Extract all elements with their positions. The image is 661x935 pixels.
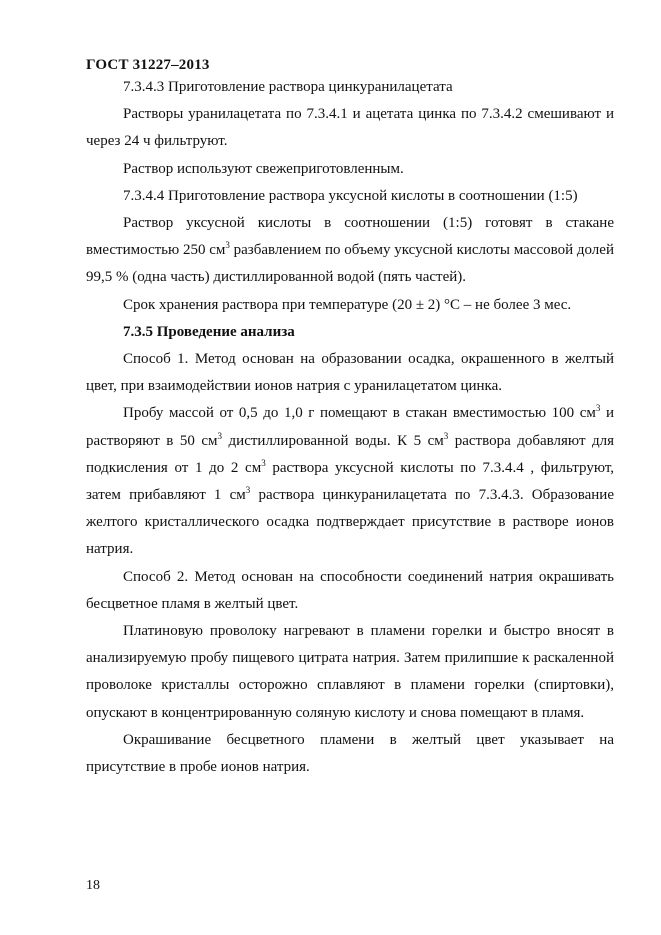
paragraph: Способ 1. Метод основан на образовании осадка, окрашенного в желтый цвет, при взаимодействии ионов натрия с уранилацетатом цинка.	[86, 351, 614, 395]
paragraph: Растворы уранилацетата по 7.3.4.1 и ацетата цинка по 7.3.4.2 смешивают и через 24 ч фильтруют.	[86, 106, 614, 150]
superscript: 3	[261, 457, 266, 468]
section-heading-7-3-4-4: 7.3.4.4 Приготовление раствора уксусной кислоты в соотношении (1:5)	[123, 187, 578, 204]
section-heading-7-3-5: 7.3.5 Проведение анализа	[123, 323, 295, 340]
superscript: 3	[595, 403, 601, 414]
paragraph	[86, 210, 614, 292]
paragraph: Окрашивание бесцветного пламени в желтый цвет указывает на присутствие в пробе ионов натрия.	[86, 731, 614, 776]
text-fragment: раствора цинкуранилацетата по 7.3.4.3. Образование желтого кристаллического осадка подтверждает присутствие в растворе ионов натрия.	[86, 487, 614, 558]
text-fragment: раствора уксусной кислоты по 7.3.4.4 , фильтруют, затем прибавляют 1 см	[86, 459, 615, 504]
superscript: 3	[245, 485, 251, 496]
standard-header: ГОСТ 31227–2013	[86, 57, 210, 73]
paragraph: Способ 2. Метод основан на способности соединений натрия окрашивать бесцветное пламя в желтый цвет.	[86, 568, 614, 612]
paragraph: Платиновую проволоку нагревают в пламени горелки и быстро вносят в анализируемую пробу пищевого цитрата натрия. Затем прилипшие к раскаленной проволоке кристаллы осторожно сплавляют в пламени горелки (спиртовки), опускают в концентрированную соляную кислоту и снова помещают в пламя.	[86, 623, 614, 721]
document-body	[86, 74, 614, 781]
superscript: 3	[217, 430, 223, 441]
paragraph: Срок хранения раствора при температуре (20 ± 2) °С – не более 3 мес.	[123, 296, 572, 313]
text-fragment: разбавлением по объему уксусной кислоты массовой долей 99,5 % (одна часть) дистиллированной водой (пять частей).	[86, 242, 614, 286]
text-fragment: Пробу массой от 0,5 до 1,0 г помещают в стакан вместимостью 100 см	[123, 405, 596, 422]
text-fragment: раствора добавляют для подкисления от 1 до 2 см	[86, 432, 615, 476]
paragraph: Раствор используют свежеприготовленным.	[123, 160, 404, 177]
paragraph	[86, 400, 614, 563]
section-heading-7-3-4-3: 7.3.4.3 Приготовление раствора цинкуранилацетата	[123, 79, 453, 95]
text-fragment: и растворяют в 50 см	[86, 405, 614, 449]
text-fragment: дистиллированной воды. К 5 см	[222, 432, 444, 449]
text-fragment: Раствор уксусной кислоты в соотношении (1:5) готовят в стакане вместимостью 250 см	[86, 215, 614, 259]
superscript: 3	[225, 240, 230, 251]
page-number: 18	[86, 878, 100, 893]
superscript: 3	[443, 430, 449, 441]
